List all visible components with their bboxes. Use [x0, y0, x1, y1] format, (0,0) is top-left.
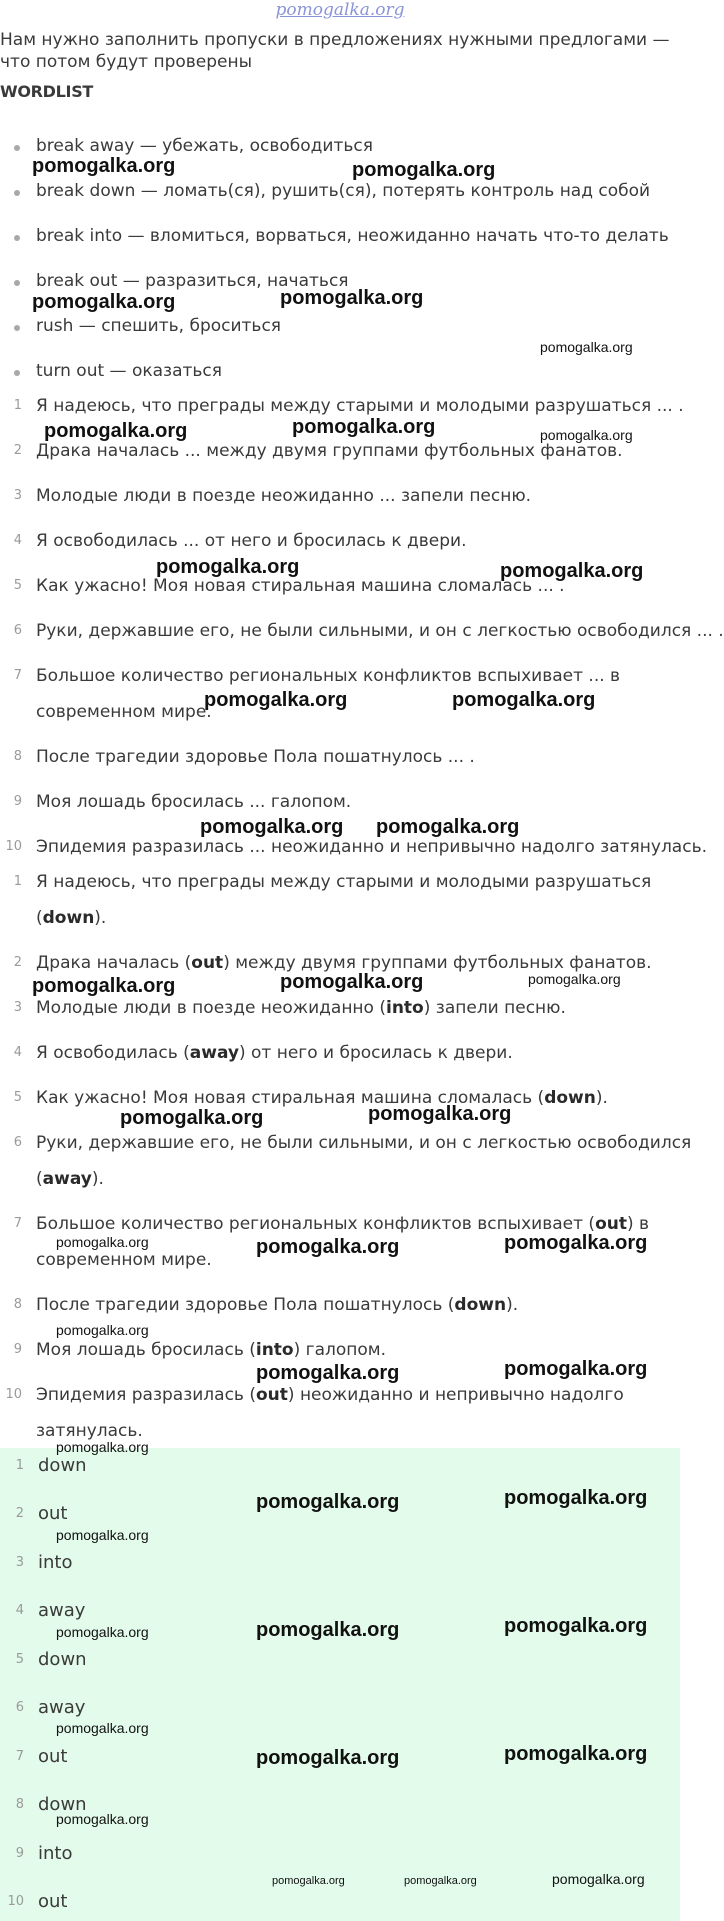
watermark: pomogalka.org [504, 1358, 648, 1380]
watermark: pomogalka.org [204, 689, 348, 711]
watermark: pomogalka.org [540, 427, 633, 443]
watermark: pomogalka.org [528, 971, 621, 987]
watermark: pomogalka.org [500, 560, 644, 582]
watermark: pomogalka.org [256, 1491, 400, 1513]
watermark: pomogalka.org [32, 155, 176, 177]
answer-word: out [595, 1214, 627, 1234]
watermark: pomogalka.org [280, 287, 424, 309]
watermark: pomogalka.org [56, 1720, 149, 1736]
watermark: pomogalka.org [56, 1527, 149, 1543]
watermark: pomogalka.org [552, 1871, 645, 1887]
watermark: pomogalka.org [368, 1103, 512, 1125]
watermark: pomogalka.org [200, 816, 344, 838]
watermark: pomogalka.org [44, 420, 188, 442]
watermark: pomogalka.org [452, 689, 596, 711]
watermark: pomogalka.org [404, 1875, 477, 1887]
watermark: pomogalka.org [32, 291, 176, 313]
answer-word: away [189, 1043, 239, 1063]
watermark: pomogalka.org [504, 1487, 648, 1509]
watermark: pomogalka.org [256, 1747, 400, 1769]
answer-word: away [42, 1169, 92, 1189]
answer-word: into [386, 998, 424, 1018]
site-logo-watermark: pomogalka.org [275, 0, 405, 20]
answer-word: out [191, 953, 224, 973]
answer-word: down [544, 1088, 596, 1108]
watermark: pomogalka.org [280, 971, 424, 993]
answer-word: down [42, 908, 95, 928]
bullet-icon [14, 190, 20, 196]
bullet-icon [14, 280, 20, 286]
bullet-icon [14, 370, 20, 376]
watermark: pomogalka.org [504, 1743, 648, 1765]
answer-word: into [255, 1340, 294, 1360]
watermark: pomogalka.org [56, 1811, 149, 1827]
intro-text: Нам нужно заполнить пропуски в предложениях нужными предлогами — [0, 30, 670, 50]
watermark: pomogalka.org [156, 556, 300, 578]
watermark: pomogalka.org [504, 1232, 648, 1254]
bullet-icon [14, 235, 20, 241]
watermark: pomogalka.org [256, 1619, 400, 1641]
answer-word: out [255, 1385, 288, 1405]
bullet-icon [14, 145, 20, 151]
intro-cut-line: что потом будут проверены [0, 52, 253, 72]
watermark: pomogalka.org [56, 1234, 149, 1250]
watermark: pomogalka.org [376, 816, 520, 838]
watermark: pomogalka.org [256, 1236, 400, 1258]
watermark: pomogalka.org [352, 159, 496, 181]
answers-panel: 1 down 2 out 3 into 4 away 5 down 6 away 7 out 8 down 9 into 10 out [0, 1448, 680, 1921]
watermark: pomogalka.org [256, 1362, 400, 1384]
bullet-icon [14, 325, 20, 331]
watermark: pomogalka.org [292, 416, 436, 438]
wordlist-heading: WORDLIST [0, 82, 94, 101]
watermark: pomogalka.org [56, 1439, 149, 1455]
answer-word: down [454, 1295, 507, 1315]
watermark: pomogalka.org [540, 339, 633, 355]
watermark: pomogalka.org [56, 1624, 149, 1640]
watermark: pomogalka.org [504, 1615, 648, 1637]
watermark: pomogalka.org [272, 1875, 345, 1887]
watermark: pomogalka.org [56, 1322, 149, 1338]
watermark: pomogalka.org [120, 1107, 264, 1129]
watermark: pomogalka.org [32, 975, 176, 997]
